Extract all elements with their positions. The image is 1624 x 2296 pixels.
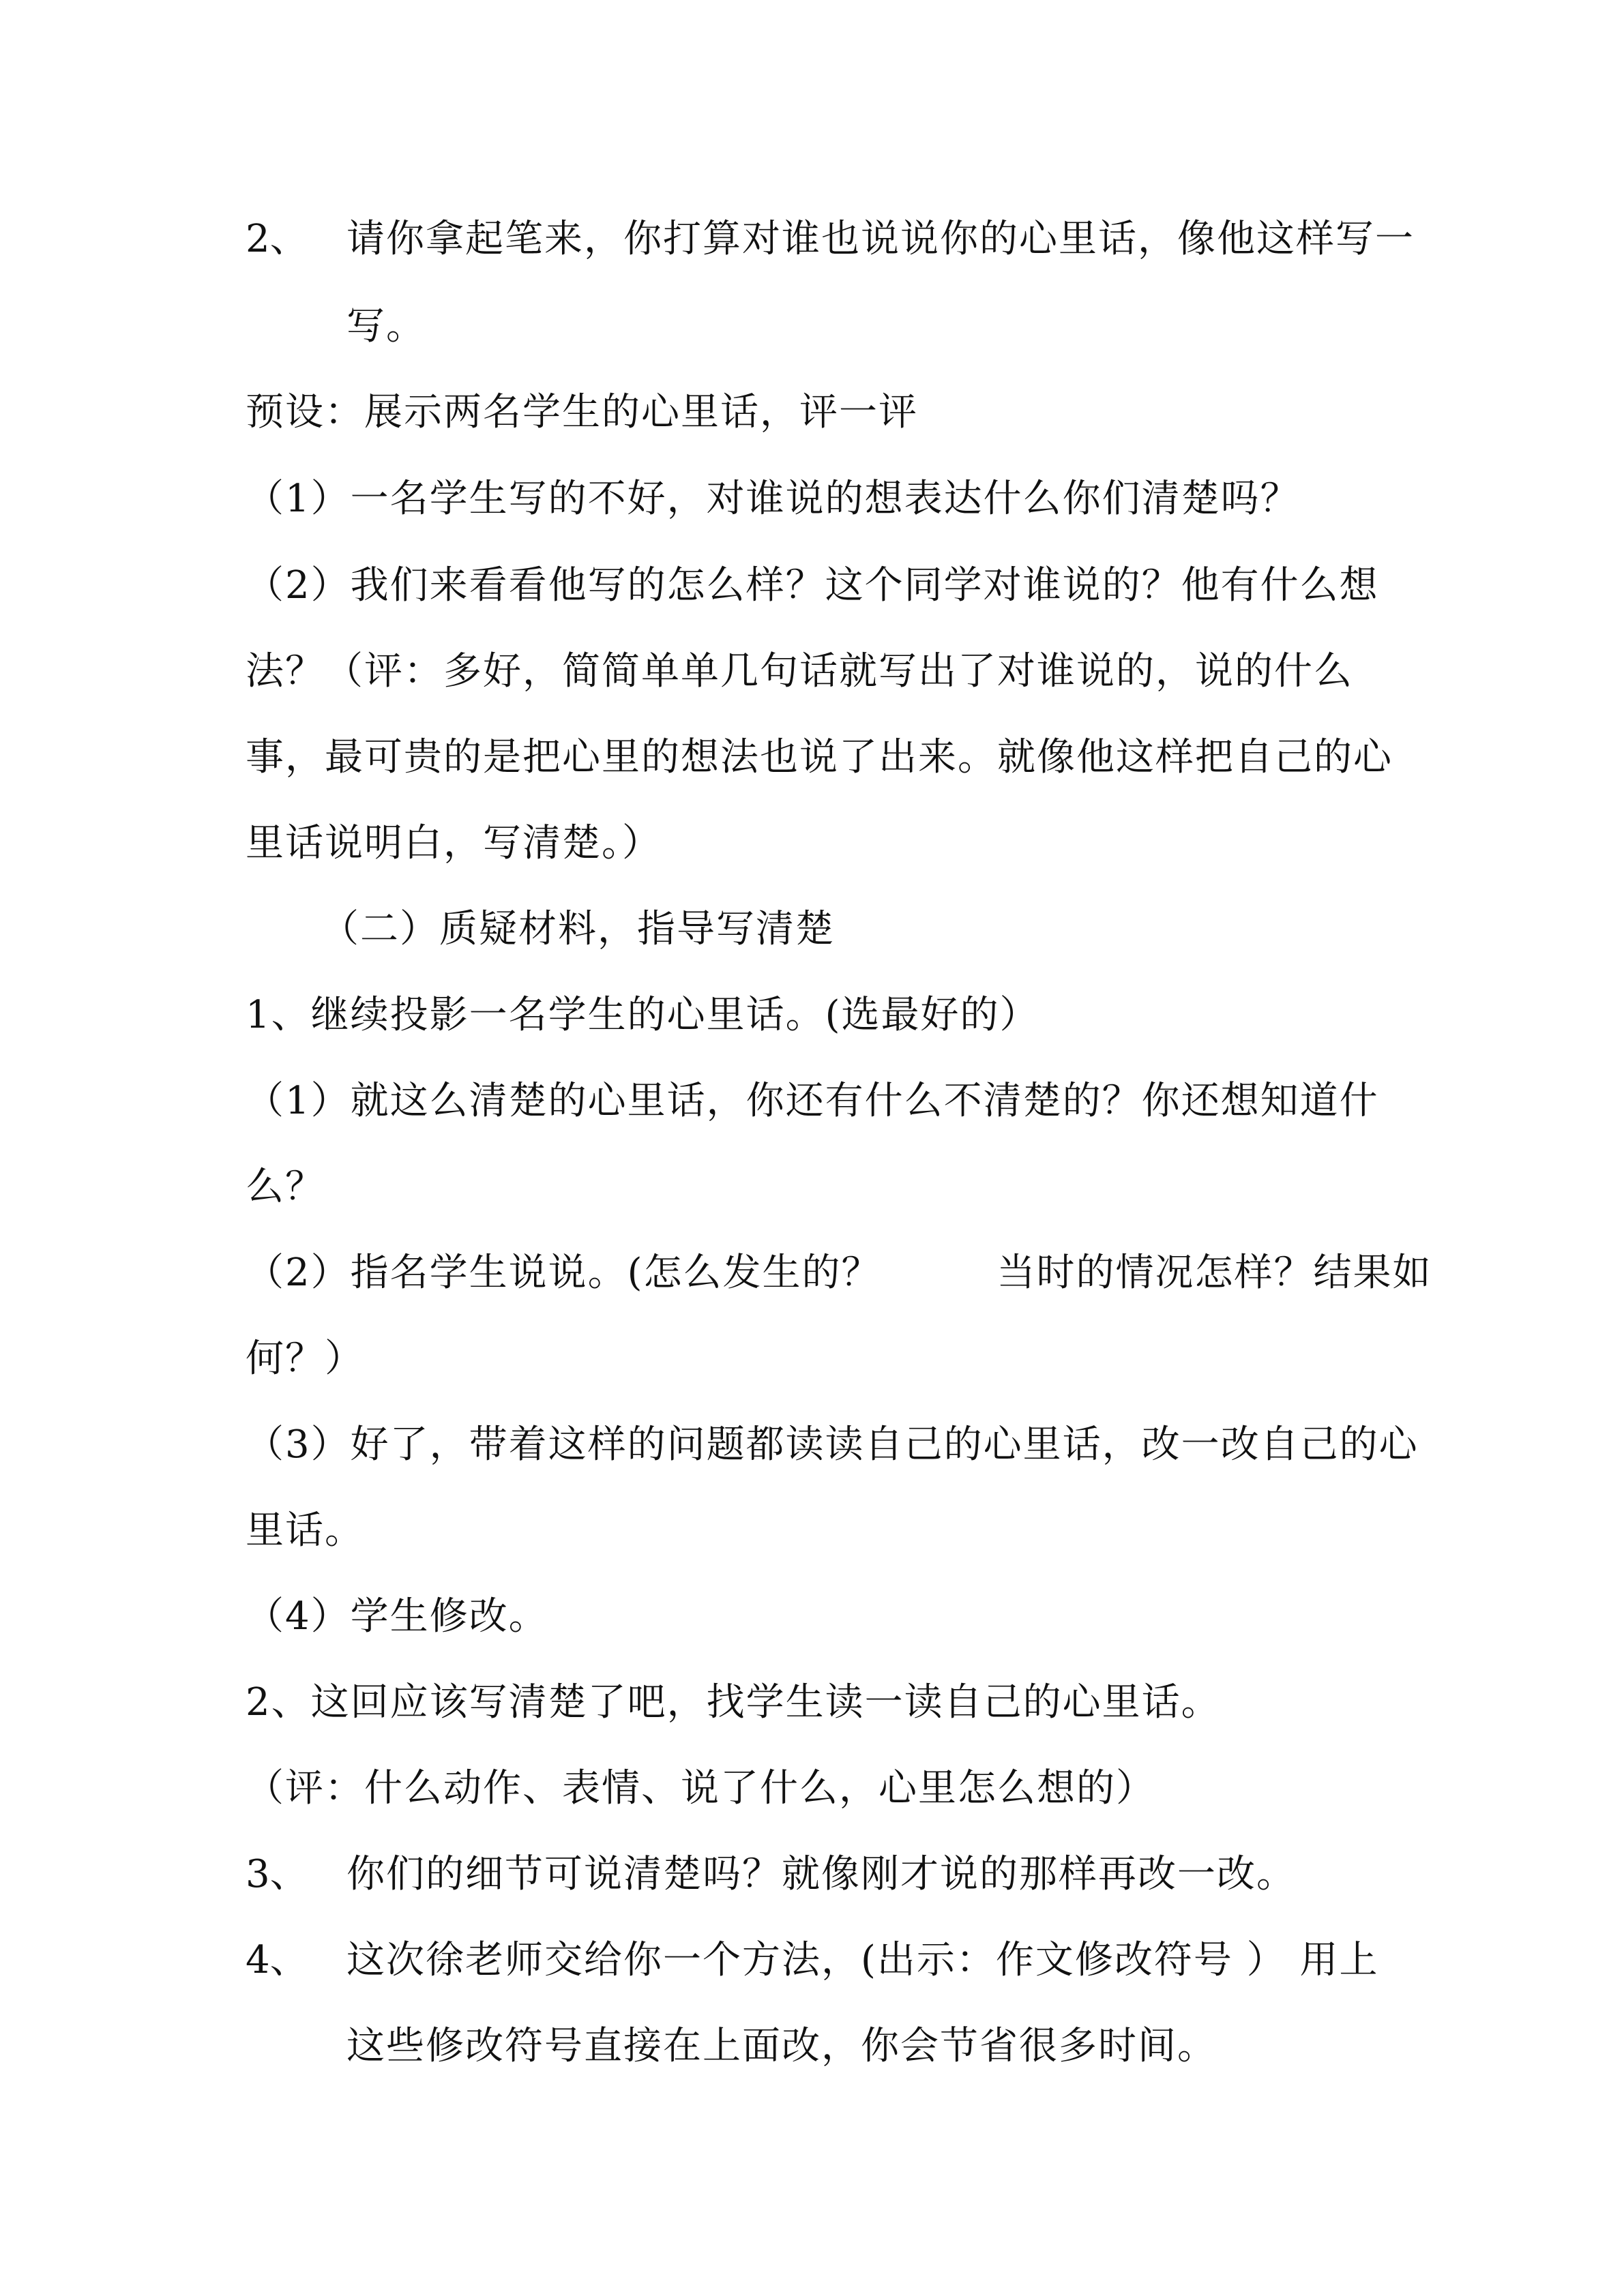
item-number: 2、 [246, 217, 308, 261]
question-2-part-2: 当时的情况怎样？结果如 [996, 1251, 1432, 1295]
question-2-line: 里话说明白，写清楚。） [246, 821, 662, 865]
question-2-line: （2）我们来看看他写的怎么样？这个同学对谁说的？他有什么想 [246, 563, 1379, 608]
question-2-part-1: （2）指名学生说说。(怎么发生的？ [246, 1251, 881, 1295]
step-1-question-2-continuation: 何？） [246, 1337, 364, 1381]
step-3-text: 你们的细节可说清楚吗？就像刚才说的那样再改一改。 [346, 1852, 1296, 1896]
item-text: 请你拿起笔来，你打算对谁也说说你的心里话，像他这样写一 [346, 217, 1415, 261]
step-4-text-continuation: 这些修改符号直接在上面改，你会节省很多时间。 [346, 2024, 1217, 2068]
step-1-question-3-continuation: 里话。 [246, 1508, 364, 1553]
preset-paragraph: 预设：展示两名学生的心里话，评一评 [246, 390, 918, 434]
step-1-question-4: （4）学生修改。 [246, 1594, 548, 1639]
step-2: 2、这回应该写清楚了吧，找学生读一读自己的心里话。 [246, 1680, 1221, 1725]
question-1: （1）一名学生写的不好，对谁说的想表达什么你们清楚吗？ [246, 477, 1300, 521]
step-1: 1、继续投影一名学生的心里话。(选最好的） [246, 993, 1039, 1037]
step-3-number: 3、 [246, 1852, 308, 1896]
step-4-text: 这次徐老师交给你一个方法，(出示：作文修改符号 ） 用上 [346, 1938, 1379, 1982]
step-1-question-1-continuation: 么？ [246, 1165, 325, 1209]
step-2-evaluation: （评：什么动作、表情、说了什么，心里怎么想的） [246, 1766, 1155, 1810]
step-1-question-1: （1）就这么清楚的心里话，你还有什么不清楚的？你还想知道什 [246, 1079, 1379, 1123]
section-heading: （二）质疑材料，指导写清楚 [321, 907, 835, 951]
step-1-question-2 [246, 1249, 1432, 1297]
question-2-line: 法？（评：多好，简简单单几句话就写出了对谁说的，说的什么 [246, 649, 1353, 694]
item-text-continuation: 写。 [346, 304, 426, 348]
question-2-line: 事，最可贵的是把心里的想法也说了出来。就像他这样把自己的心 [246, 735, 1393, 779]
step-4-number: 4、 [246, 1938, 308, 1982]
step-1-question-3: （3）好了，带着这样的问题都读读自己的心里话，改一改自己的心 [246, 1422, 1419, 1467]
